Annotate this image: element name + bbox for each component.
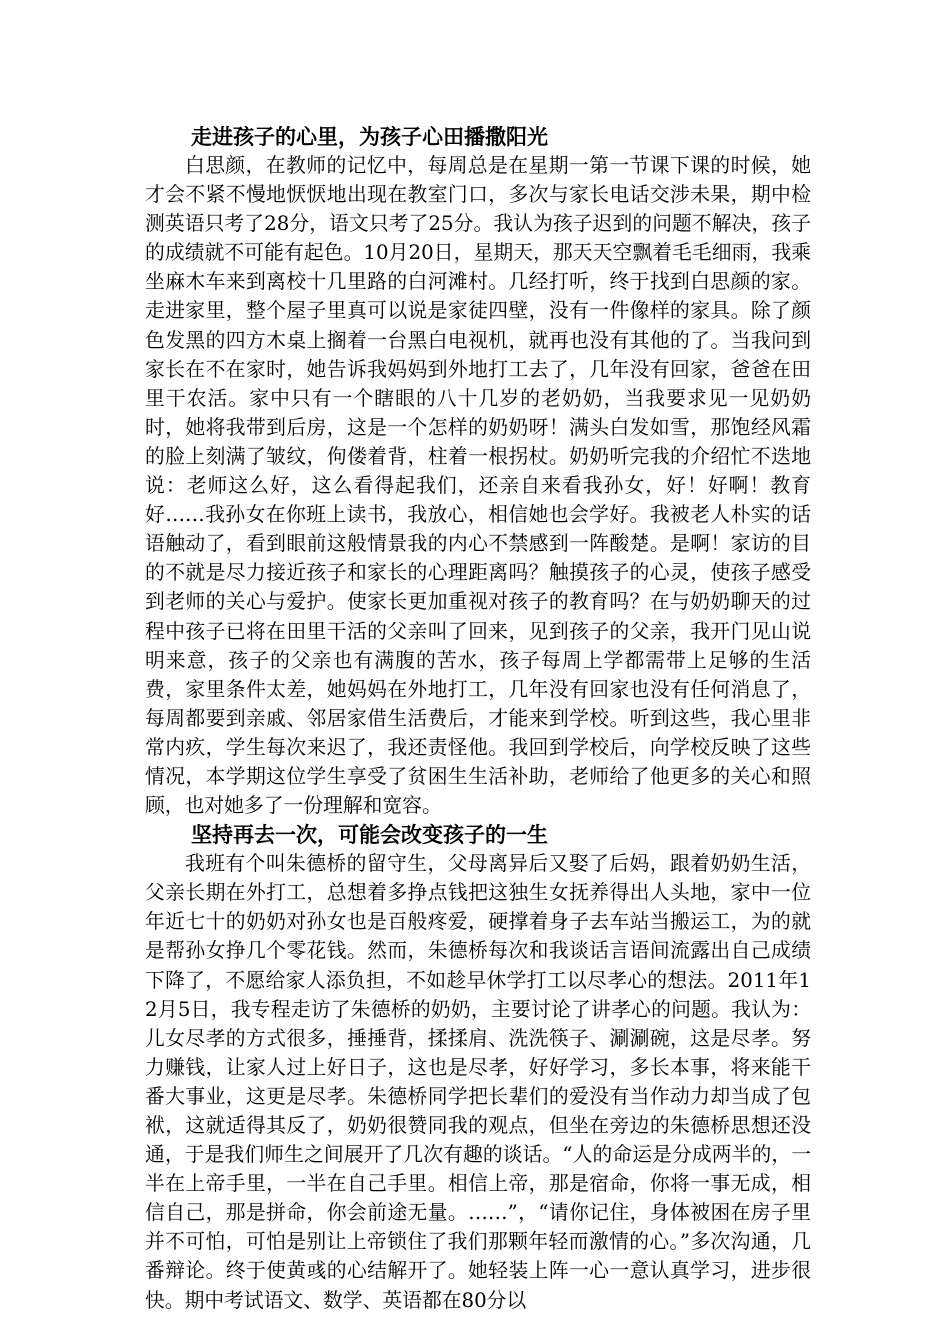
section-title: 坚持再去一次，可能会改变孩子的一生 — [191, 822, 548, 848]
document-page — [145, 122, 811, 1315]
section-paragraph: 白思颜，在教师的记忆中，每周总是在星期一第一节课下课的时候，她才会不紧不慢地恹恹地出现在教室门口，多次与家长电话交涉未果，期中检测英语只考了28分，语文只考了25分。我认为孩子迟到的问题不解决，孩子的成绩就不可能有起色。10月20日，星期天，那天天空飘着毛毛细雨，我乘坐麻木车来到离校十几里路的白河滩村。几经打听，终于找到白思颜的家。走进家里，整个屋子里真可以说是家徒四壁，没有一件像样的家具。除了颜色发黑的四方木桌上搁着一台黑白电视机，就再也没有其他的了。当我问到家长在不在家时，她告诉我妈妈到外地打工去了，几年没有回家，爸爸在田里干农活。家中只有一个瞎眼的八十几岁的老奶奶，当我要求见一见奶奶时，她将我带到后房，这是一个怎样的奶奶呀！满头白发如雪，那饱经风霜的脸上刻满了皱纹，佝偻着背，柱着一根拐杖。奶奶听完我的介绍忙不迭地说：老师这么好，这么看得起我们，还亲自来看我孙女，好！好啊！教育好……我孙女在你班上读书，我放心，相信她也会学好。我被老人朴实的话语触动了，看到眼前这般情景我的内心不禁感到一阵酸楚。是啊！家访的目的不就是尽力接近孩子和家长的心理距离吗？触摸孩子的心灵，使孩子感受到老师的关心与爱护。使家长更加重视对孩子的教育吗？在与奶奶聊天的过程中孩子已将在田里干活的父亲叫了回来，见到孩子的父亲，我开门见山说明来意，孩子的父亲也有满腹的苦水，孩子每周上学都需带上足够的生活费，家里条件太差，她妈妈在外地打工，几年没有回家也没有任何消息了，每周都要到亲戚、邻居家借生活费后，才能来到学校。听到这些，我心里非常内疚，学生每次来迟了，我还责怪他。我回到学校后，向学校反映了这些情况，本学期这位学生享受了贫困生生活补助，老师给了他更多的关心和照顾，也对她多了一份理解和宽容。 — [145, 154, 811, 818]
section-2 — [145, 820, 811, 1315]
section-1 — [145, 122, 811, 820]
section-paragraph: 我班有个叫朱德桥的留守生，父母离异后又娶了后妈，跟着奶奶生活，父亲长期在外打工，总想着多挣点钱把这独生女抚养得出人头地，家中一位年近七十的奶奶对孙女也是百般疼爱，硬撑着身子去车站当搬运工，为的就是帮孙女挣几个零花钱。然而，朱德桥每次和我谈话言语间流露出自己成绩下降了，不愿给家人添负担，不如趁早休学打工以尽孝心的想法。2011年12月5日，我专程走访了朱德桥的奶奶，主要讨论了讲孝心的问题。我认为：儿女尽孝的方式很多，捶捶背，揉揉肩、洗洗筷子、涮涮碗，这是尽孝。努力赚钱，让家人过上好日子，这也是尽孝，好好学习，多长本事，将来能干番大事业，这更是尽孝。朱德桥同学把长辈们的爱没有当作动力却当成了包袱，这就适得其反了，奶奶很赞同我的观点，但坐在旁边的朱德桥思想还没通，于是我们师生之间展开了几次有趣的谈话。“人的命运是分成两半的，一半在上帝手里，一半在自己手里。相信上帝，那是宿命，你将一事无成，相信自己，那是拼命，你会前途无量。……”，“请你记住，身体被困在房子里并不可怕，可怕是别让上帝锁住了我们那颗年轻而激情的心。”多次沟通，几番辩论。终于使黄彧的心结解开了。她轻装上阵一心一意认真学习，进步很快。期中考试语文、数学、英语都在80分以 — [145, 852, 811, 1312]
section-title: 走进孩子的心里，为孩子心田播撒阳光 — [191, 124, 548, 149]
